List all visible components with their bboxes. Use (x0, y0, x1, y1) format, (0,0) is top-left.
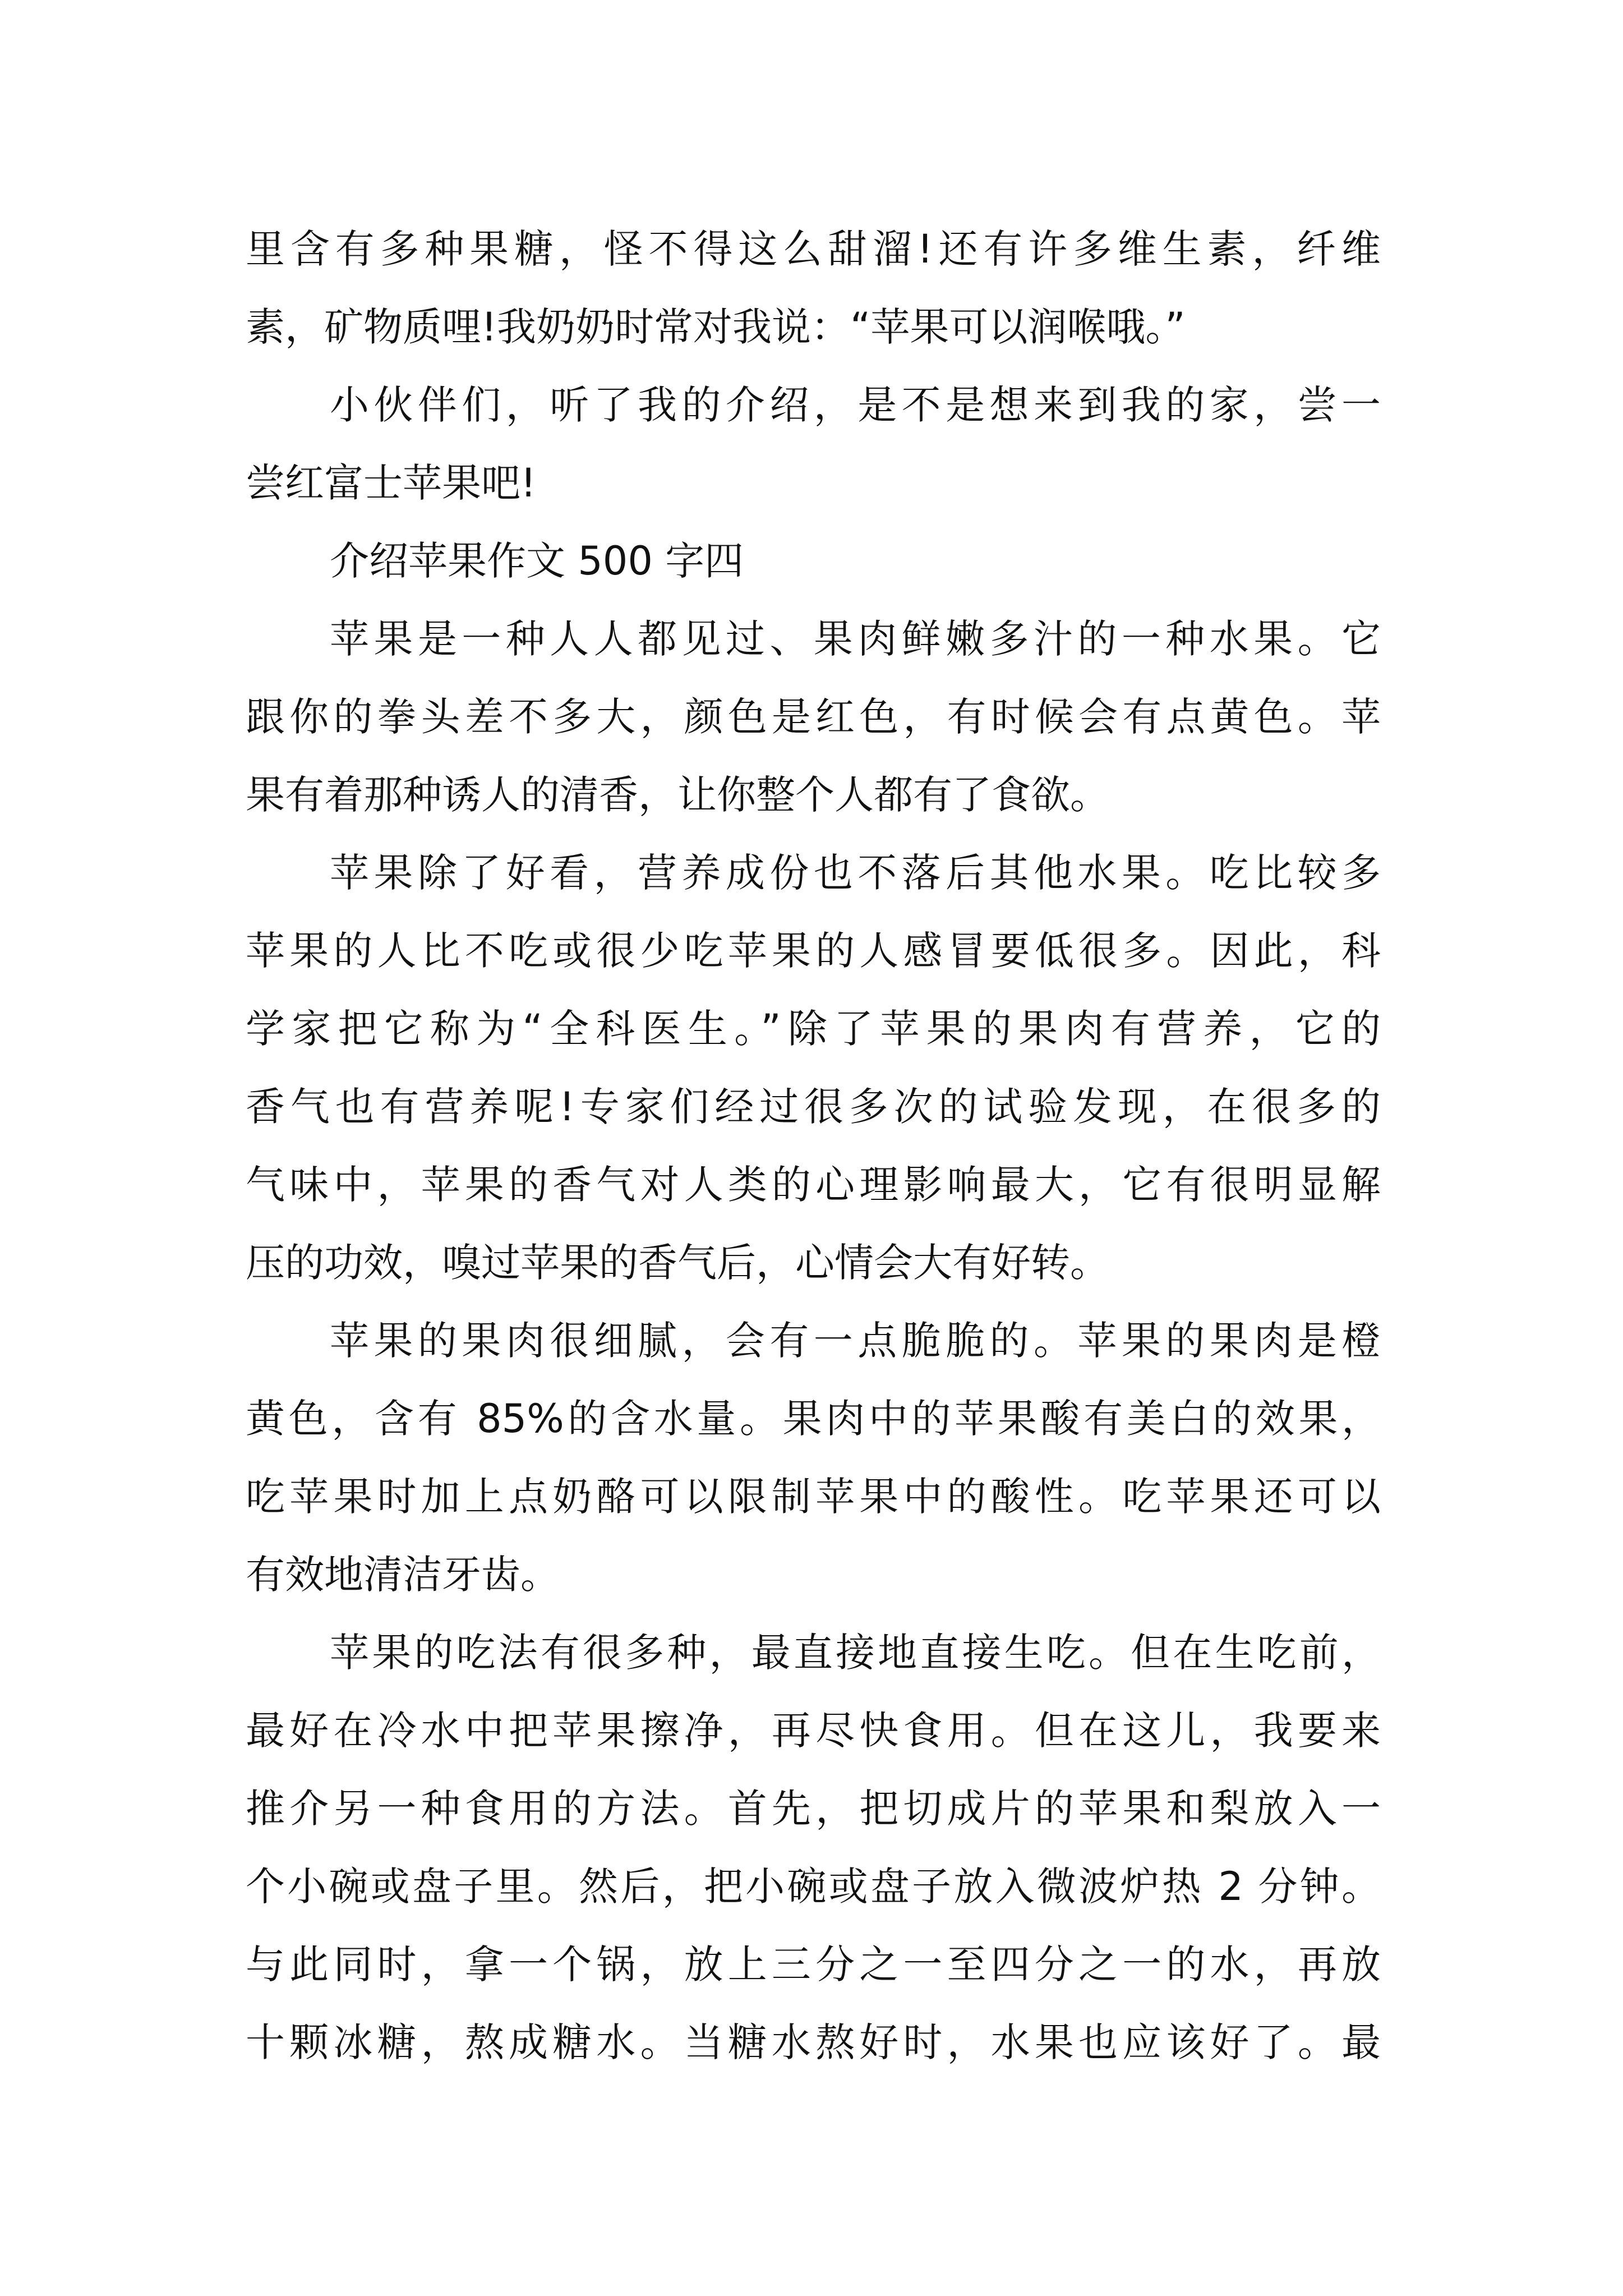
text-line: 苹果除了好看，营养成份也不落后其他水果。吃比较多 (330, 850, 1381, 896)
text-line: 果有着那种诱人的清香，让你整个人都有了食欲。 (246, 772, 1109, 818)
text-line: 个小碗或盘子里。然后，把小碗或盘子放入微波炉热 2 分钟。 (246, 1864, 1381, 1910)
text-line: 小伙伴们，听了我的介绍，是不是想来到我的家，尝一 (330, 382, 1381, 428)
text-line: 里含有多种果糖，怪不得这么甜溜!还有许多维生素，纤维 (246, 226, 1381, 272)
text-line: 吃苹果时加上点奶酪可以限制苹果中的酸性。吃苹果还可以 (246, 1474, 1381, 1520)
text-line: 学家把它称为“全科医生。”除了苹果的果肉有营养，它的 (246, 1006, 1381, 1052)
text-line: 跟你的拳头差不多大，颜色是红色，有时候会有点黄色。苹 (246, 694, 1381, 740)
text-line: 气味中，苹果的香气对人类的心理影响最大，它有很明显解 (246, 1162, 1381, 1208)
document-body (246, 210, 1381, 2082)
text-line: 压的功效，嗅过苹果的香气后，心情会大有好转。 (246, 1240, 1109, 1286)
text-line: 素，矿物质哩!我奶奶时常对我说：“苹果可以润喉哦。” (246, 304, 1186, 350)
text-line: 尝红富士苹果吧! (246, 460, 537, 506)
text-line: 最好在冷水中把苹果擦净，再尽快食用。但在这儿，我要来 (246, 1708, 1381, 1754)
text-line: 苹果的果肉很细腻，会有一点脆脆的。苹果的果肉是橙 (330, 1318, 1381, 1364)
text-line: 推介另一种食用的方法。首先，把切成片的苹果和梨放入一 (246, 1786, 1381, 1832)
text-line: 香气也有营养呢!专家们经过很多次的试验发现，在很多的 (246, 1084, 1381, 1130)
text-line: 介绍苹果作文 500 字四 (330, 538, 744, 584)
text-line: 十颗冰糖，熬成糖水。当糖水熬好时，水果也应该好了。最 (246, 2019, 1381, 2065)
text-line: 黄色，含有 85%的含水量。果肉中的苹果酸有美白的效果， (246, 1396, 1381, 1442)
text-line: 有效地清洁牙齿。 (246, 1552, 560, 1598)
text-line: 苹果是一种人人都见过、果肉鲜嫩多汁的一种水果。它 (330, 616, 1381, 662)
text-line: 苹果的人比不吃或很少吃苹果的人感冒要低很多。因此，科 (246, 928, 1381, 974)
text-line: 与此同时，拿一个锅，放上三分之一至四分之一的水，再放 (246, 1941, 1381, 1987)
text-line: 苹果的吃法有很多种，最直接地直接生吃。但在生吃前， (330, 1630, 1381, 1676)
